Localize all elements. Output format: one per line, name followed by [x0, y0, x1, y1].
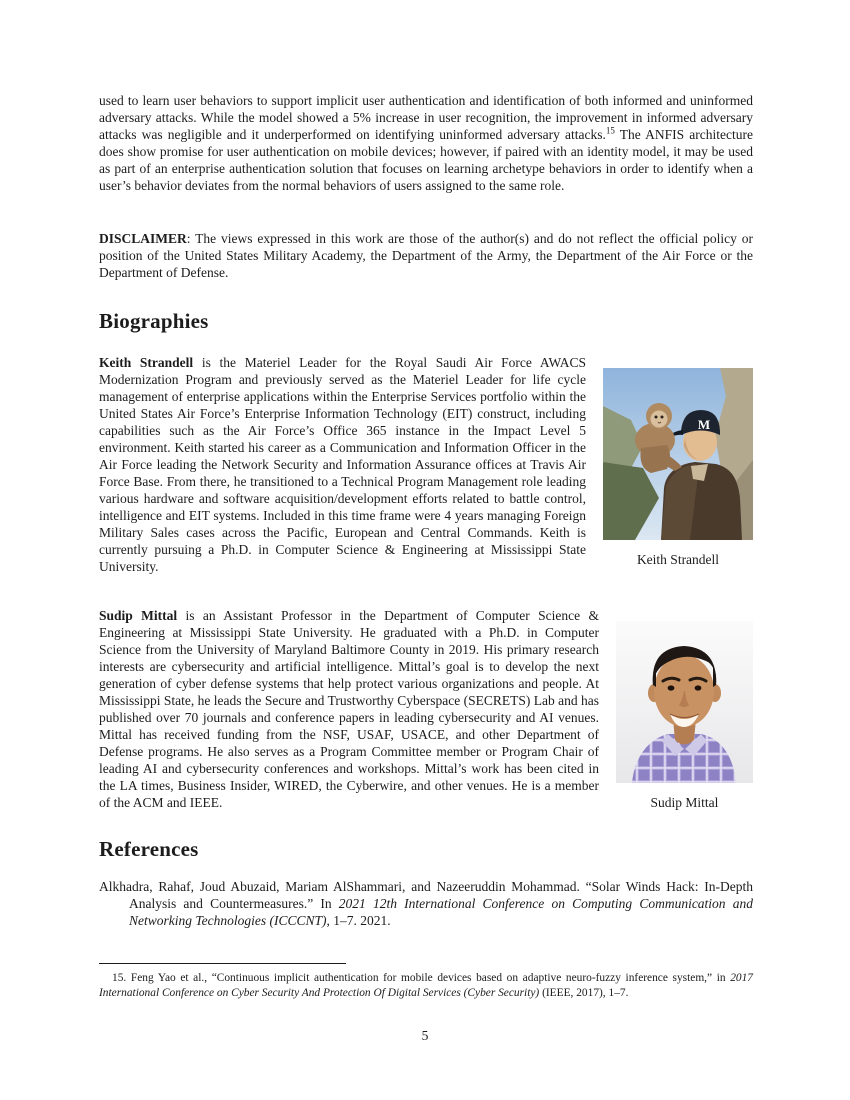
footnote-area: [99, 963, 753, 1000]
reference-pages: , 1–7. 2021.: [326, 913, 391, 928]
footnote-marker-15: 15: [605, 125, 615, 136]
bio-keith-strandell: [99, 354, 753, 575]
svg-text:M: M: [697, 417, 711, 432]
reference-authors-title: Alkhadra, Rahaf, Joud Abuzaid, Mariam AlShammari, and Nazeeruddin Mohammad. “Solar Winds Hack: In-Depth Analysis and Countermeasures.” In: [99, 879, 753, 911]
reference-venue: 2021 12th International Conference on Computing Communication and Networking Technologies (ICCCNT): [129, 896, 753, 928]
references-heading: References: [99, 837, 199, 861]
sudip-mittal-photo: [616, 621, 753, 783]
disclaimer-text: : The views expressed in this work are those of the author(s) and do not reflect the official policy or position of the United States Military Academy, the Department of the Army, the Department of the Air Force or the Department of Defense.: [99, 231, 753, 280]
bio-sudip-name: Sudip Mittal: [99, 608, 178, 623]
bio-keith-text-column: [99, 354, 586, 575]
bio-keith-name: Keith Strandell: [99, 355, 194, 370]
disclaimer-paragraph: [99, 230, 753, 281]
bio-sudip-mittal: [99, 607, 753, 811]
intro-text-1: used to learn user behaviors to support implicit user authentication and identification of both informed and uninformed adversary attacks. While the model showed a 5% increase in user recognition, the improvement in informed adversary attacks was negligible and it underperformed on identifying uninformed adversary attacks.: [99, 93, 753, 142]
intro-text-2: The ANFIS architecture does show promise for user authentication on mobile devices; however, if paired with an identity model, it may be used as part of an enterprise authentication solution that focuses on learning archetype behaviors in order to identify when a user’s behavior deviates from the normal behaviors of users assigned to the same role.: [99, 127, 754, 193]
bio-sudip-paragraph: [99, 607, 599, 811]
footnote-venue: 2017 International Conference on Cyber Security And Protection Of Digital Services (Cyber Security): [99, 972, 753, 999]
bio-keith-caption: Keith Strandell: [636, 552, 720, 567]
bio-sudip-caption: Sudip Mittal: [650, 795, 719, 810]
bio-sudip-text-column: [99, 607, 599, 811]
keith-strandell-photo: [603, 368, 753, 540]
footnote-15: [99, 971, 753, 1000]
bio-sudip-body: is an Assistant Professor in the Department of Computer Science & Engineering at Mississippi State University. He graduated with a Ph.D. in Computer Science from the University of Maryland Baltimore County in 2019. His primary research interests are cybersecurity and artificial intelligence. Mittal’s goal is to develop the next generation of cyber defense systems that help protect various organizations and people. At Mississippi State, he leads the Secure and Trustworthy Cyberspace (SECRETS) Lab and has published over 70 journals and conference papers in leading cybersecurity and AI venues. Mittal has received funding from the NSF, USAF, USACE, and other Department of Defense programs. He also serves as a Program Committee member or Program Chair of leading AI and cybersecurity conferences and workshops. Mittal’s work has been cited in the LA times, Business Insider, WIRED, the Cyberwire, and other venues. He is a member of the ACM and IEEE.: [99, 608, 599, 810]
bio-keith-body: is the Materiel Leader for the Royal Saudi Air Force AWACS Modernization Program and previously served as the Materiel Leader for life cycle management of enterprise applications within the Enterprise Services portfolio within the United States Air Force’s Enterprise Information Technology (EIT) construct, including capabilities such as the Air Force’s Office 365 instance in the Impact Level 5 environment. Keith started his career as a Communication and Information Officer in the Air Force leading the Network Security and Information Assurance offices at Travis Air Force Base. From there, he transitioned to a Technical Program Management role leading various hardware and software acquisition/development efforts related to battle control, intelligence and EIT systems. Included in this time frame were 4 years managing Foreign Military Sales cases across the Pacific, European and Central Commands. Keith is currently pursuing a Ph.D. in Computer Science & Engineering at Mississippi State University.: [99, 355, 586, 574]
biographies-heading: Biographies: [99, 309, 209, 333]
footnote-text-pre: 15. Feng Yao et al., “Continuous implicit authentication for mobile devices based on adaptive neuro-fuzzy inference system,” in: [112, 972, 731, 984]
disclaimer-label: DISCLAIMER: [99, 231, 187, 246]
bio-sudip-figure: [616, 621, 753, 811]
reference-entry: [99, 878, 753, 929]
page-number: 5: [421, 1028, 429, 1043]
footnote-rule: [99, 963, 346, 964]
footnote-text-post: (IEEE, 2017), 1–7.: [539, 986, 629, 999]
intro-paragraph: [99, 92, 753, 194]
bio-keith-figure: [603, 368, 753, 568]
bio-keith-paragraph: [99, 354, 586, 575]
